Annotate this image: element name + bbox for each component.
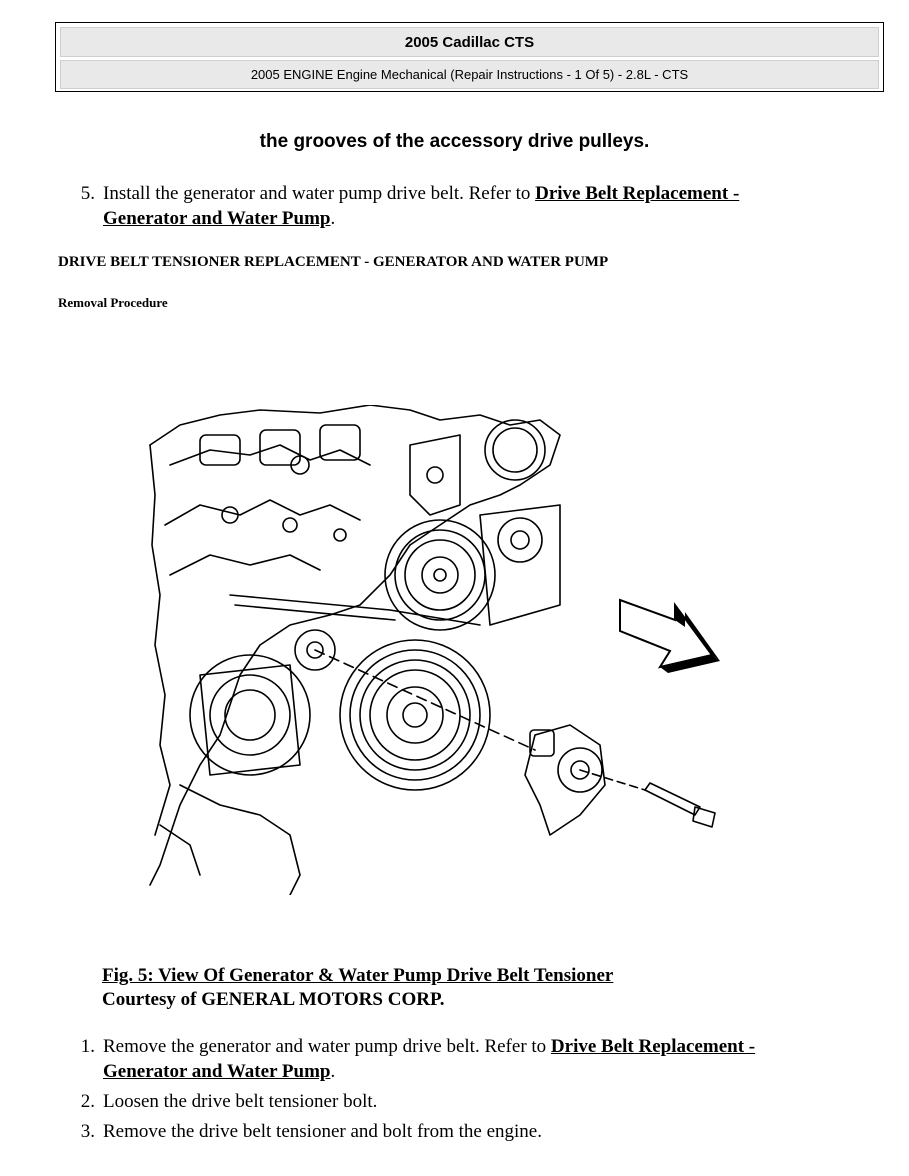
step-text	[103, 1034, 863, 1084]
figure-caption-credit: Courtesy of GENERAL MOTORS CORP.	[102, 989, 445, 1010]
step-1-end: .	[330, 1061, 336, 1082]
step-text: Loosen the drive belt tensioner bolt.	[103, 1091, 378, 1112]
step-number: 5.	[80, 183, 95, 204]
figure-caption	[102, 964, 613, 1012]
generator-water-pump-link[interactable]: Generator and Water Pump	[103, 208, 331, 229]
step-5-end: .	[330, 208, 336, 229]
drive-belt-replacement-link[interactable]: Drive Belt Replacement -	[550, 1036, 756, 1057]
generator-water-pump-link[interactable]: Generator and Water Pump	[103, 1061, 331, 1082]
step-text: Remove the drive belt tensioner and bolt from the engine.	[103, 1121, 542, 1142]
step-number: 1.	[80, 1036, 95, 1057]
front-arrow-icon	[620, 600, 720, 673]
figure-caption-title: Fig. 5: View Of Generator & Water Pump Drive Belt Tensioner	[102, 965, 614, 986]
engine-illustration	[140, 405, 730, 895]
step-5-text: Install the generator and water pump drive belt. Refer to	[103, 183, 536, 204]
step-text	[103, 181, 863, 231]
continued-text: the grooves of the accessory drive pulleys.	[259, 131, 650, 152]
section-title: DRIVE BELT TENSIONER REPLACEMENT - GENERATOR AND WATER PUMP	[58, 254, 609, 270]
step-number: 3.	[80, 1121, 95, 1142]
step-1-text: Remove the generator and water pump drive belt. Refer to	[103, 1036, 551, 1057]
removal-procedure-heading: Removal Procedure	[58, 295, 168, 310]
step-number: 2.	[80, 1091, 95, 1112]
header-subtitle: 2005 ENGINE Engine Mechanical (Repair Instructions - 1 Of 5) - 2.8L - CTS	[60, 60, 879, 89]
document-header	[55, 22, 884, 92]
drive-belt-replacement-link[interactable]: Drive Belt Replacement -	[535, 183, 740, 204]
header-title: 2005 Cadillac CTS	[60, 27, 879, 57]
